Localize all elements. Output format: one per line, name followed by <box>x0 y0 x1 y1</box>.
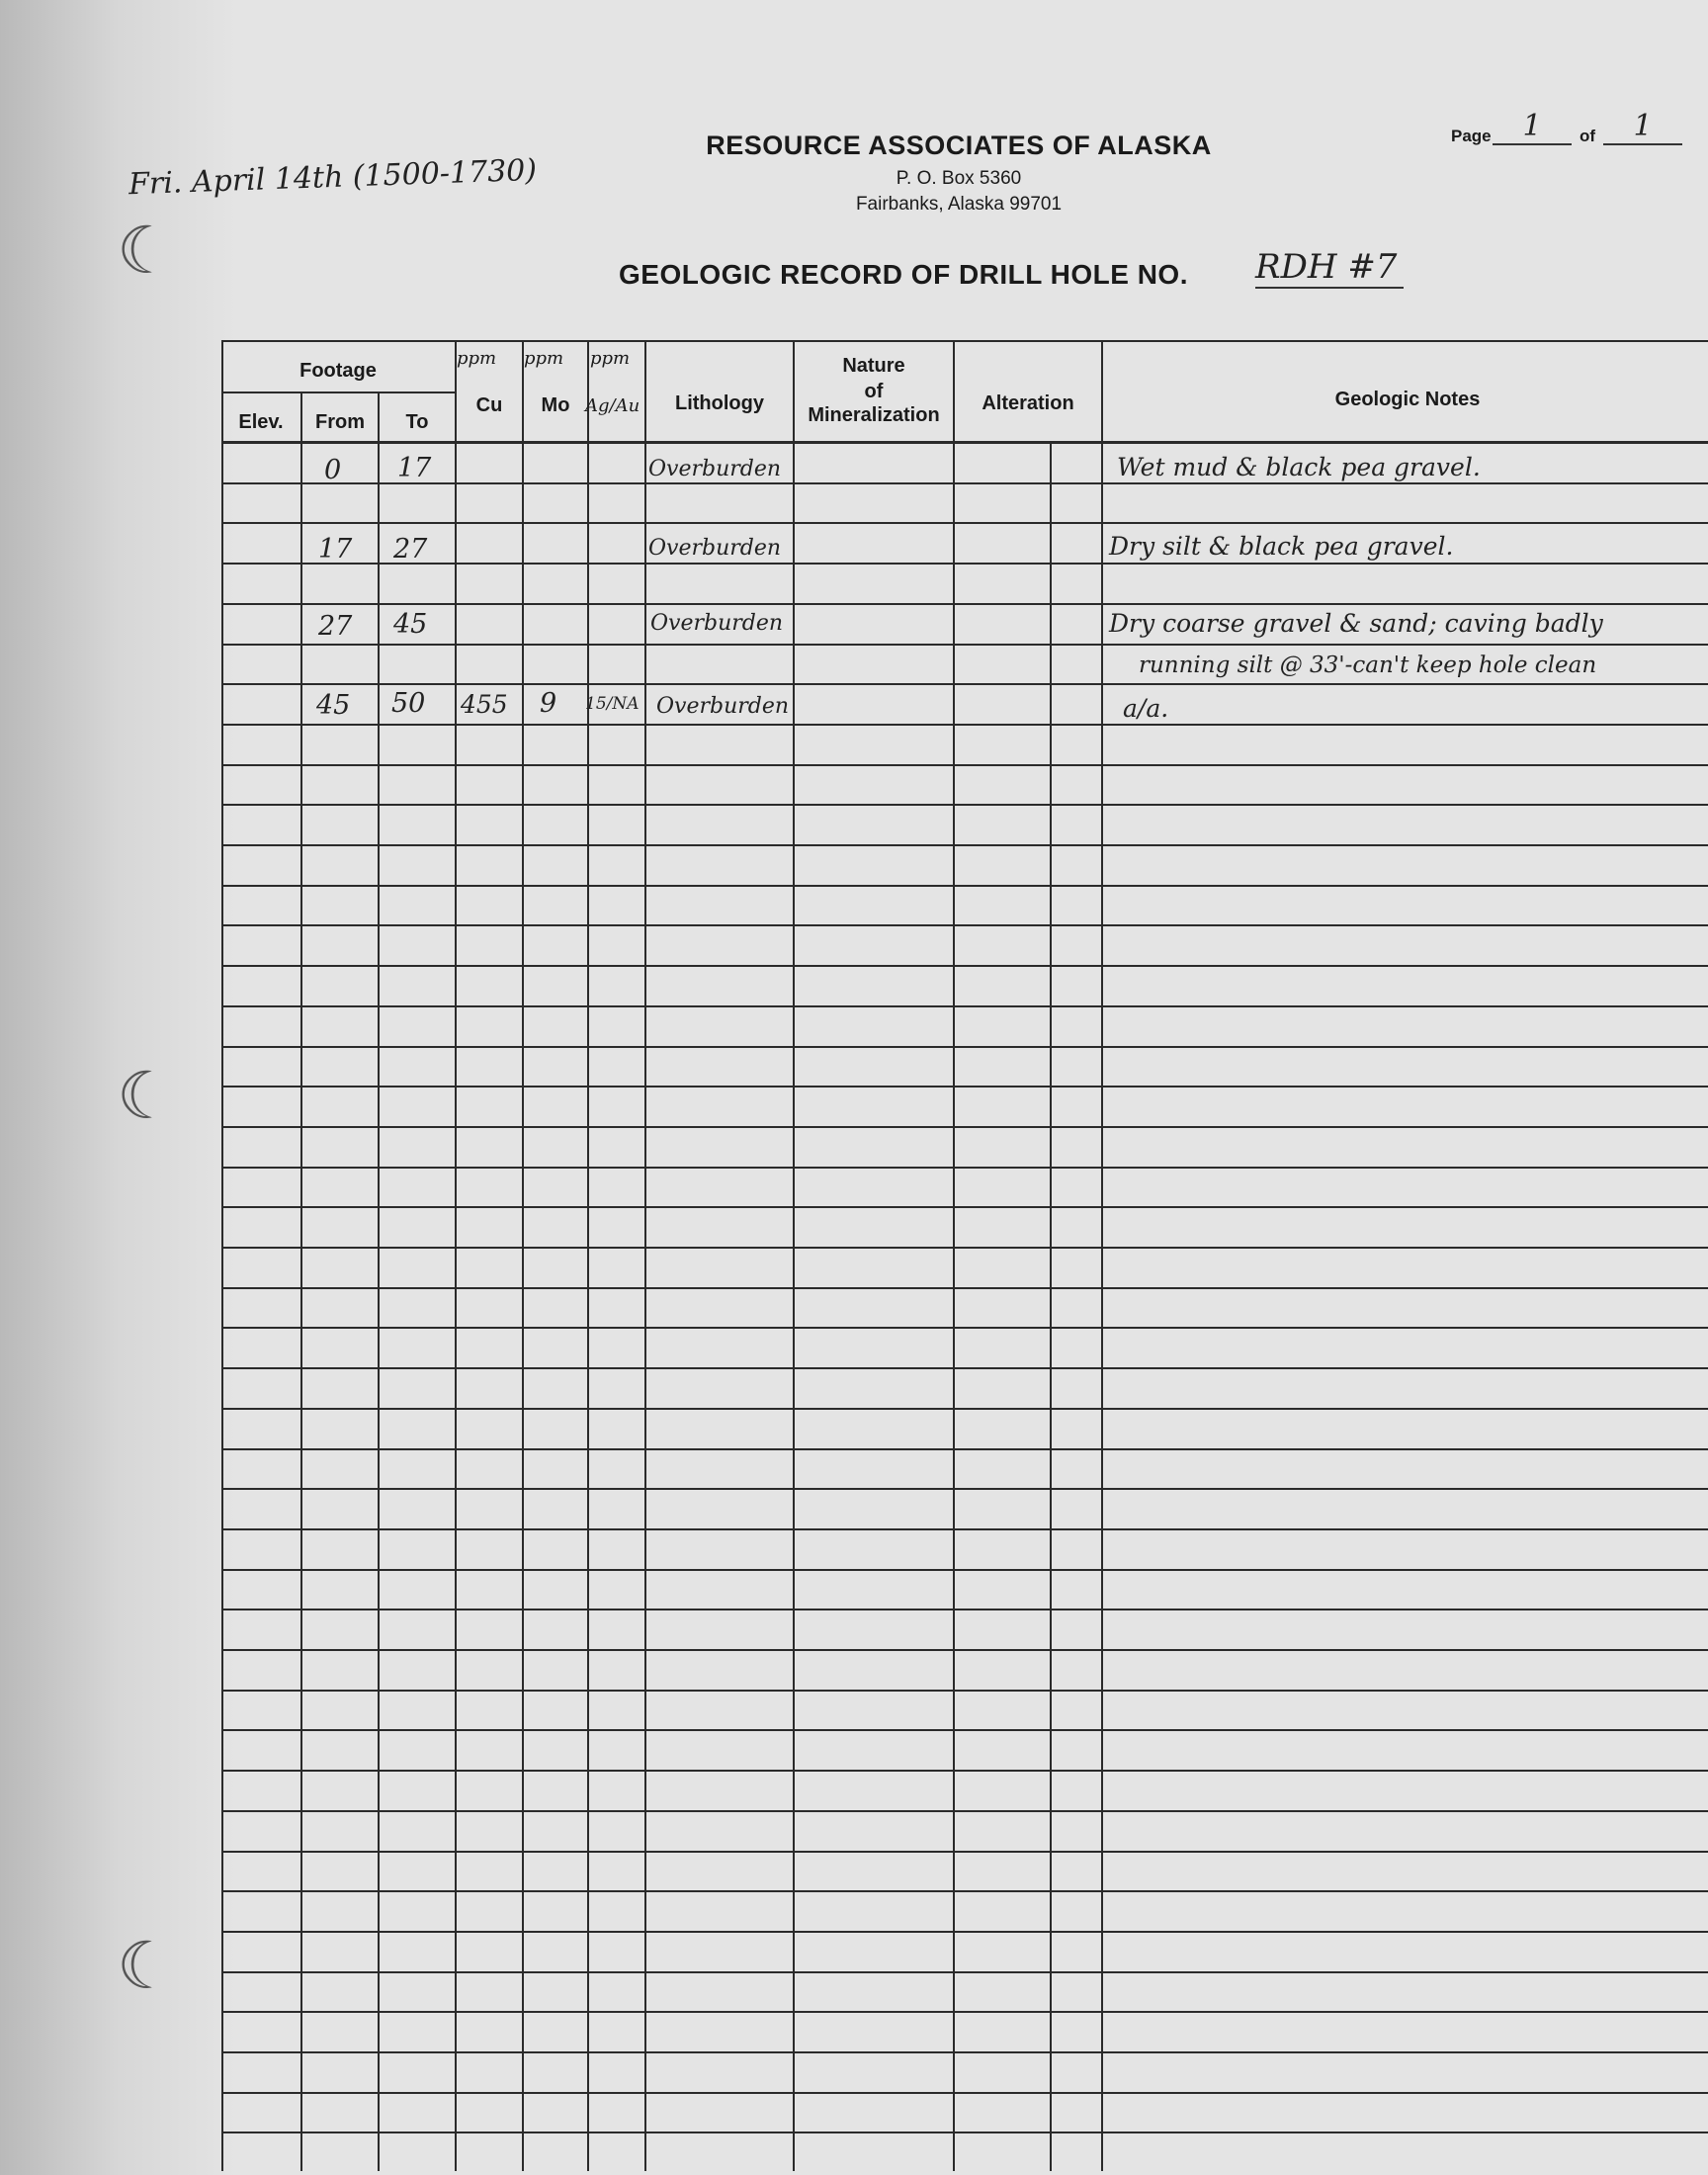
row-divider <box>221 644 1708 646</box>
to-column-header: To <box>405 411 429 433</box>
page-label: Page <box>1451 127 1492 145</box>
geologic-notes-cell-continued: running silt @ 33'-can't keep hole clean <box>1139 652 1597 678</box>
row-divider <box>221 482 1708 484</box>
row-divider <box>221 1649 1708 1651</box>
from-cell: 27 <box>318 611 353 642</box>
row-divider <box>221 1327 1708 1329</box>
row-divider <box>221 1448 1708 1450</box>
row-divider <box>221 1729 1708 1731</box>
of-label: of <box>1580 127 1596 145</box>
row-divider <box>221 764 1708 766</box>
column-divider <box>300 340 302 2171</box>
from-cell: 0 <box>324 455 342 485</box>
alteration-column-header: Alteration <box>982 392 1074 414</box>
row-divider <box>221 1690 1708 1692</box>
footage-group-divider <box>221 392 455 393</box>
company-name: RESOURCE ASSOCIATES OF ALASKA <box>706 130 1212 160</box>
row-divider <box>221 924 1708 926</box>
hole-punch-mark-middle: ☾ <box>117 1058 176 1134</box>
page-total: 1 <box>1603 109 1682 145</box>
lithology-column-header: Lithology <box>675 392 764 414</box>
header-bottom-border <box>221 441 1708 444</box>
row-divider <box>221 1086 1708 1088</box>
row-divider <box>221 804 1708 806</box>
column-divider <box>455 340 457 2171</box>
column-divider <box>587 340 589 2171</box>
lithology-cell: Overburden <box>650 611 784 636</box>
agau-column-header: Ag/Au <box>585 395 640 416</box>
nature-header-line-1: Nature <box>842 355 905 377</box>
row-divider <box>221 1126 1708 1128</box>
hole-punch-mark-top: ☾ <box>117 213 176 289</box>
column-divider <box>522 340 524 2171</box>
cu-unit-label: ppm <box>457 348 497 369</box>
row-divider <box>221 2011 1708 2013</box>
row-divider <box>221 844 1708 846</box>
row-divider <box>221 1247 1708 1249</box>
row-divider <box>221 724 1708 726</box>
to-cell: 50 <box>391 688 426 719</box>
cu-cell: 455 <box>461 690 508 719</box>
row-divider <box>221 2051 1708 2053</box>
geologic-notes-cell: Dry coarse gravel & sand; caving badly <box>1109 609 1603 638</box>
column-divider <box>378 340 380 2171</box>
hole-punch-mark-bottom: ☾ <box>117 1928 176 2004</box>
row-divider <box>221 1851 1708 1853</box>
row-divider <box>221 1408 1708 1410</box>
lithology-cell: Overburden <box>648 457 782 481</box>
to-cell: 45 <box>393 609 428 640</box>
from-column-header: From <box>315 411 365 433</box>
address-line-2: Fairbanks, Alaska 99701 <box>855 194 1063 215</box>
geologic-notes-column-header: Geologic Notes <box>1334 389 1481 410</box>
row-divider <box>221 1206 1708 1208</box>
row-divider <box>221 683 1708 685</box>
mo-unit-label: ppm <box>524 348 564 369</box>
to-cell: 17 <box>397 453 432 483</box>
from-cell: 17 <box>318 534 353 565</box>
agau-unit-label: ppm <box>590 348 631 369</box>
geologic-notes-cell: Dry silt & black pea gravel. <box>1109 532 1454 561</box>
row-divider <box>221 2132 1708 2133</box>
row-divider <box>221 2092 1708 2094</box>
row-divider <box>221 603 1708 605</box>
column-divider <box>953 340 955 2171</box>
row-divider <box>221 1046 1708 1048</box>
drill-hole-number: RDH #7 <box>1255 247 1404 289</box>
mo-cell: 9 <box>540 688 557 719</box>
nature-header-line-2: of <box>864 381 884 402</box>
lithology-cell: Overburden <box>656 694 790 719</box>
row-divider <box>221 1609 1708 1610</box>
row-divider <box>221 522 1708 524</box>
row-divider <box>221 563 1708 565</box>
column-divider <box>1101 340 1103 2171</box>
cu-column-header: Cu <box>475 394 503 416</box>
row-divider <box>221 1167 1708 1169</box>
row-divider <box>221 1770 1708 1772</box>
column-divider <box>644 340 646 2171</box>
column-divider <box>221 340 223 2171</box>
row-divider <box>221 1931 1708 1933</box>
footage-group-header: Footage <box>299 360 377 382</box>
row-divider <box>221 1810 1708 1812</box>
geologic-notes-cell: Wet mud & black pea gravel. <box>1117 453 1481 481</box>
row-divider <box>221 1287 1708 1289</box>
row-divider <box>221 1971 1708 1973</box>
row-divider <box>221 965 1708 967</box>
row-divider <box>221 1890 1708 1892</box>
column-divider <box>793 340 795 2171</box>
handwritten-date-note: Fri. April 14th (1500-1730) <box>128 152 538 203</box>
geologic-notes-cell: a/a. <box>1123 694 1169 723</box>
elev-column-header: Elev. <box>238 411 284 433</box>
to-cell: 27 <box>393 534 428 565</box>
page-number: 1 <box>1493 109 1572 145</box>
row-divider <box>221 1488 1708 1490</box>
row-divider <box>221 1005 1708 1007</box>
lithology-cell: Overburden <box>648 536 782 561</box>
row-divider <box>221 885 1708 887</box>
agau-cell: 15/NA <box>585 694 640 714</box>
record-title: GEOLOGIC RECORD OF DRILL HOLE NO. <box>619 259 1188 290</box>
row-divider <box>221 1528 1708 1530</box>
mo-column-header: Mo <box>541 394 570 416</box>
address-line-1: P. O. Box 5360 <box>896 168 1022 189</box>
row-divider <box>221 1569 1708 1571</box>
from-cell: 45 <box>316 690 351 721</box>
alteration-sub-divider <box>1050 442 1052 2171</box>
nature-header-line-3: Mineralization <box>808 404 940 426</box>
row-divider <box>221 1367 1708 1369</box>
